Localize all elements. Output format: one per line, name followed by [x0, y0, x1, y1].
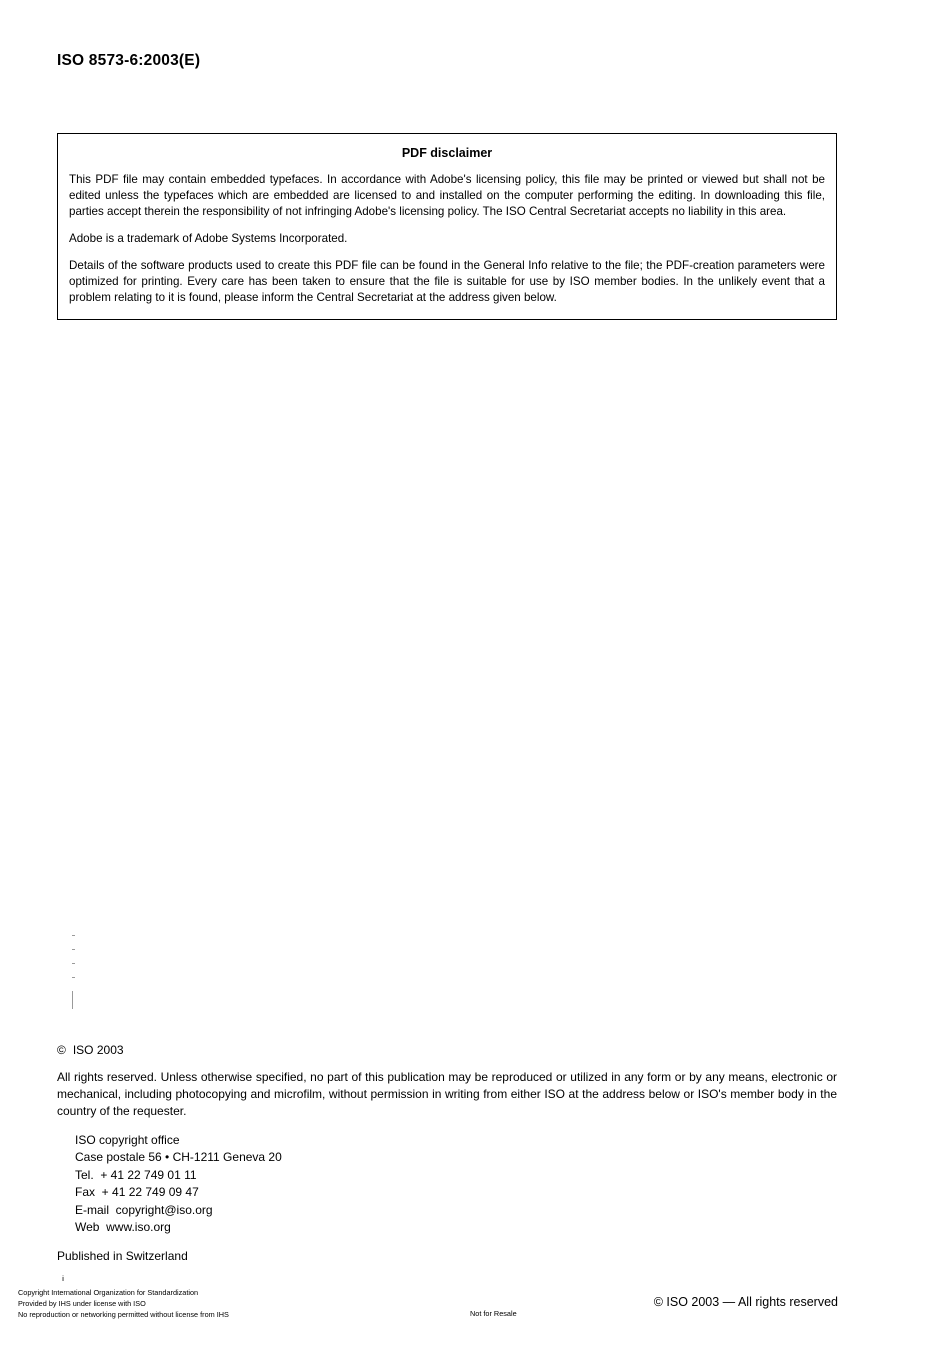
tick-mark: [72, 935, 75, 936]
license-footer-line: Copyright International Organization for Standardization: [18, 1288, 199, 1298]
iso-copyright-address: [75, 1132, 837, 1236]
margin-tick-marks: [72, 935, 82, 1007]
copyright-notice: All rights reserved. Unless otherwise specified, no part of this publication may be reproduced or utilized in any form or by any means, electronic or mechanical, including photocopying and microfilm, without permission in writing from either ISO at the address below or ISO's member body in the country of the requester.: [57, 1070, 837, 1119]
address-line-web: Web www.iso.org: [75, 1220, 171, 1235]
license-footer-line: Provided by IHS under license with ISO: [18, 1299, 146, 1309]
published-in: Published in Switzerland: [57, 1249, 188, 1264]
license-footer-line: No reproduction or networking permitted without license from IHS: [18, 1310, 229, 1320]
pdf-disclaimer-paragraph: This PDF file may contain embedded typefaces. In accordance with Adobe's licensing policy, this file may be printed or viewed but shall not be edited unless the typefaces which are embedded are licensed to and installed on the computer performing the editing. In downloading this file, parties accept therein the responsibility of not infringing Adobe's licensing policy. The ISO Central Secretariat accepts no liability in this area.: [69, 173, 825, 218]
tick-mark-long: [72, 991, 73, 1009]
address-line-email: E-mail copyright@iso.org: [75, 1202, 213, 1217]
footer-rights-note: © ISO 2003 — All rights reserved: [653, 1295, 838, 1309]
address-line: Case postale 56 • CH-1211 Geneva 20: [75, 1150, 282, 1165]
copyright-block: [57, 1043, 837, 1263]
address-line: ISO copyright office: [75, 1133, 180, 1148]
pdf-disclaimer-box: [57, 133, 837, 320]
copyright-owner: ISO 2003: [72, 1043, 124, 1057]
tick-mark: [72, 977, 75, 978]
copyright-owner-line: [57, 1043, 837, 1057]
tick-mark: [72, 949, 75, 950]
pdf-disclaimer-paragraph: Adobe is a trademark of Adobe Systems Incorporated.: [69, 231, 348, 245]
not-for-resale-note: Not for Resale: [470, 1309, 517, 1318]
page-marker: ii: [62, 1276, 64, 1283]
pdf-disclaimer-paragraph: Details of the software products used to create this PDF file can be found in the General Info relative to the file; the PDF-creation parameters were optimized for printing. Every care has been taken to ensure that the file is suitable for use by ISO member bodies. In the unlikely event that a problem relating to it is found, please inform the Central Secretariat at the address given below.: [69, 258, 825, 304]
page-title: ISO 8573-6:2003(E): [57, 52, 201, 69]
tick-mark: [72, 963, 75, 964]
license-footer: [18, 1288, 229, 1321]
pdf-disclaimer-title: PDF disclaimer: [401, 146, 493, 160]
address-line: Tel. + 41 22 749 01 11: [75, 1167, 197, 1182]
copyright-symbol: ©: [57, 1043, 66, 1057]
address-line: Fax + 41 22 749 09 47: [75, 1185, 199, 1200]
